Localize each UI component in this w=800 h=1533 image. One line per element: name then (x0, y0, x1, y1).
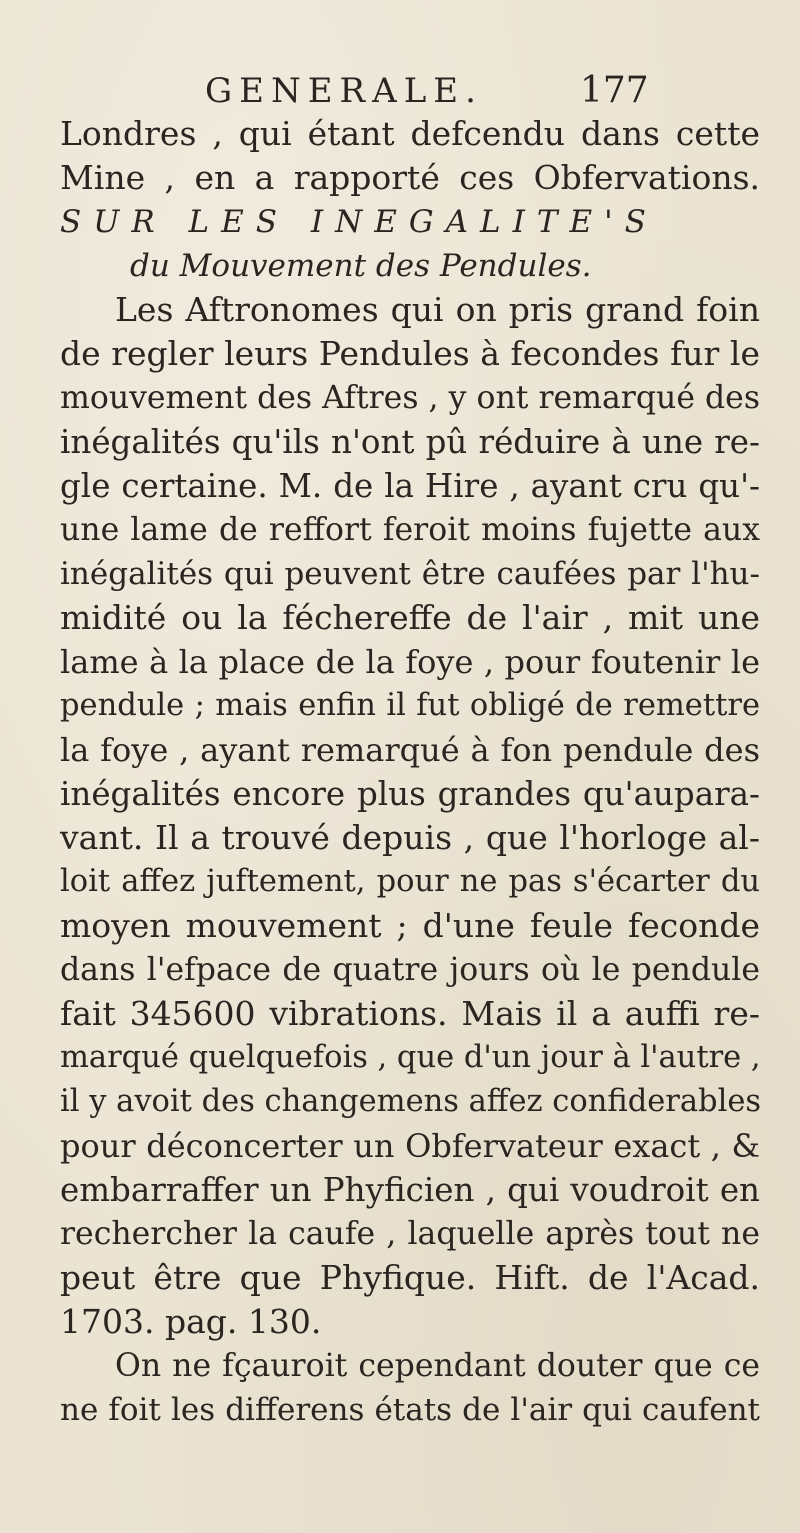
text-line: une lame de reffort feroit moins fujette aux (60, 512, 760, 548)
text-line: inégalités encore plus grandes qu'aupara- (60, 775, 760, 813)
text-line: mouvement des Aftres , y ont remarqué des (60, 380, 760, 416)
text-line: pendule ; mais enfin il fut obligé de remettre (60, 688, 760, 723)
page-number: 177 (580, 70, 649, 111)
text-line: de regler leurs Pendules à fecondes fur le (60, 334, 760, 373)
text-line: inégalités qui peuvent être caufées par l'hu- (60, 556, 760, 592)
text-line: embarraffer un Phyficien , qui voudroit en (60, 1171, 760, 1209)
text-line: On ne fçauroit cependant douter que ce (115, 1348, 760, 1384)
text-line: fait 345600 vibrations. Mais il a auffi re- (60, 994, 760, 1033)
text-line: midité ou la féchereffe de l'air , mit une (60, 598, 760, 637)
text-line: moyen mouvement ; d'une feule feconde (60, 906, 760, 945)
running-title: GENERALE. (205, 71, 483, 111)
text-line: peut être que Phyfique. Hift. de l'Acad. (60, 1258, 760, 1297)
text-line: dans l'efpace de quatre jours où le pendule (60, 952, 760, 988)
page-header (205, 66, 705, 116)
text-line: ne foit les differens états de l'air qui caufent (60, 1392, 760, 1428)
text-line: il y avoit des changemens affez confiderables (60, 1084, 762, 1119)
section-subheading: du Mouvement des Pendules. (130, 248, 592, 284)
citation-line: 1703. pag. 130. (60, 1302, 322, 1341)
text-line: gle certaine. M. de la Hire , ayant cru qu'- (60, 467, 760, 505)
body-text (60, 112, 760, 1432)
section-heading: SUR LES INEGALITE'S (60, 204, 658, 240)
text-line: inégalités qu'ils n'ont pû réduire à une re- (60, 423, 760, 461)
text-line: vant. Il a trouvé depuis , que l'horloge al- (60, 818, 760, 857)
text-line: la foye , ayant remarqué à fon pendule des (60, 731, 760, 769)
text-line: rechercher la caufe , laquelle après tout ne (60, 1216, 760, 1252)
text-line: loit affez juftement, pour ne pas s'écarter du (60, 864, 760, 899)
text-line: Les Aftronomes qui on pris grand foin (115, 290, 760, 329)
text-line: lame à la place de la foye , pour foutenir le (60, 643, 760, 681)
text-line: pour déconcerter un Obfervateur exact , & (60, 1127, 760, 1165)
text-line: Londres , qui étant defcendu dans cette (60, 114, 760, 153)
text-line: Mine , en a rapporté ces Obfervations. (60, 158, 760, 197)
text-line: marqué quelquefois , que d'un jour à l'autre , (60, 1040, 761, 1075)
